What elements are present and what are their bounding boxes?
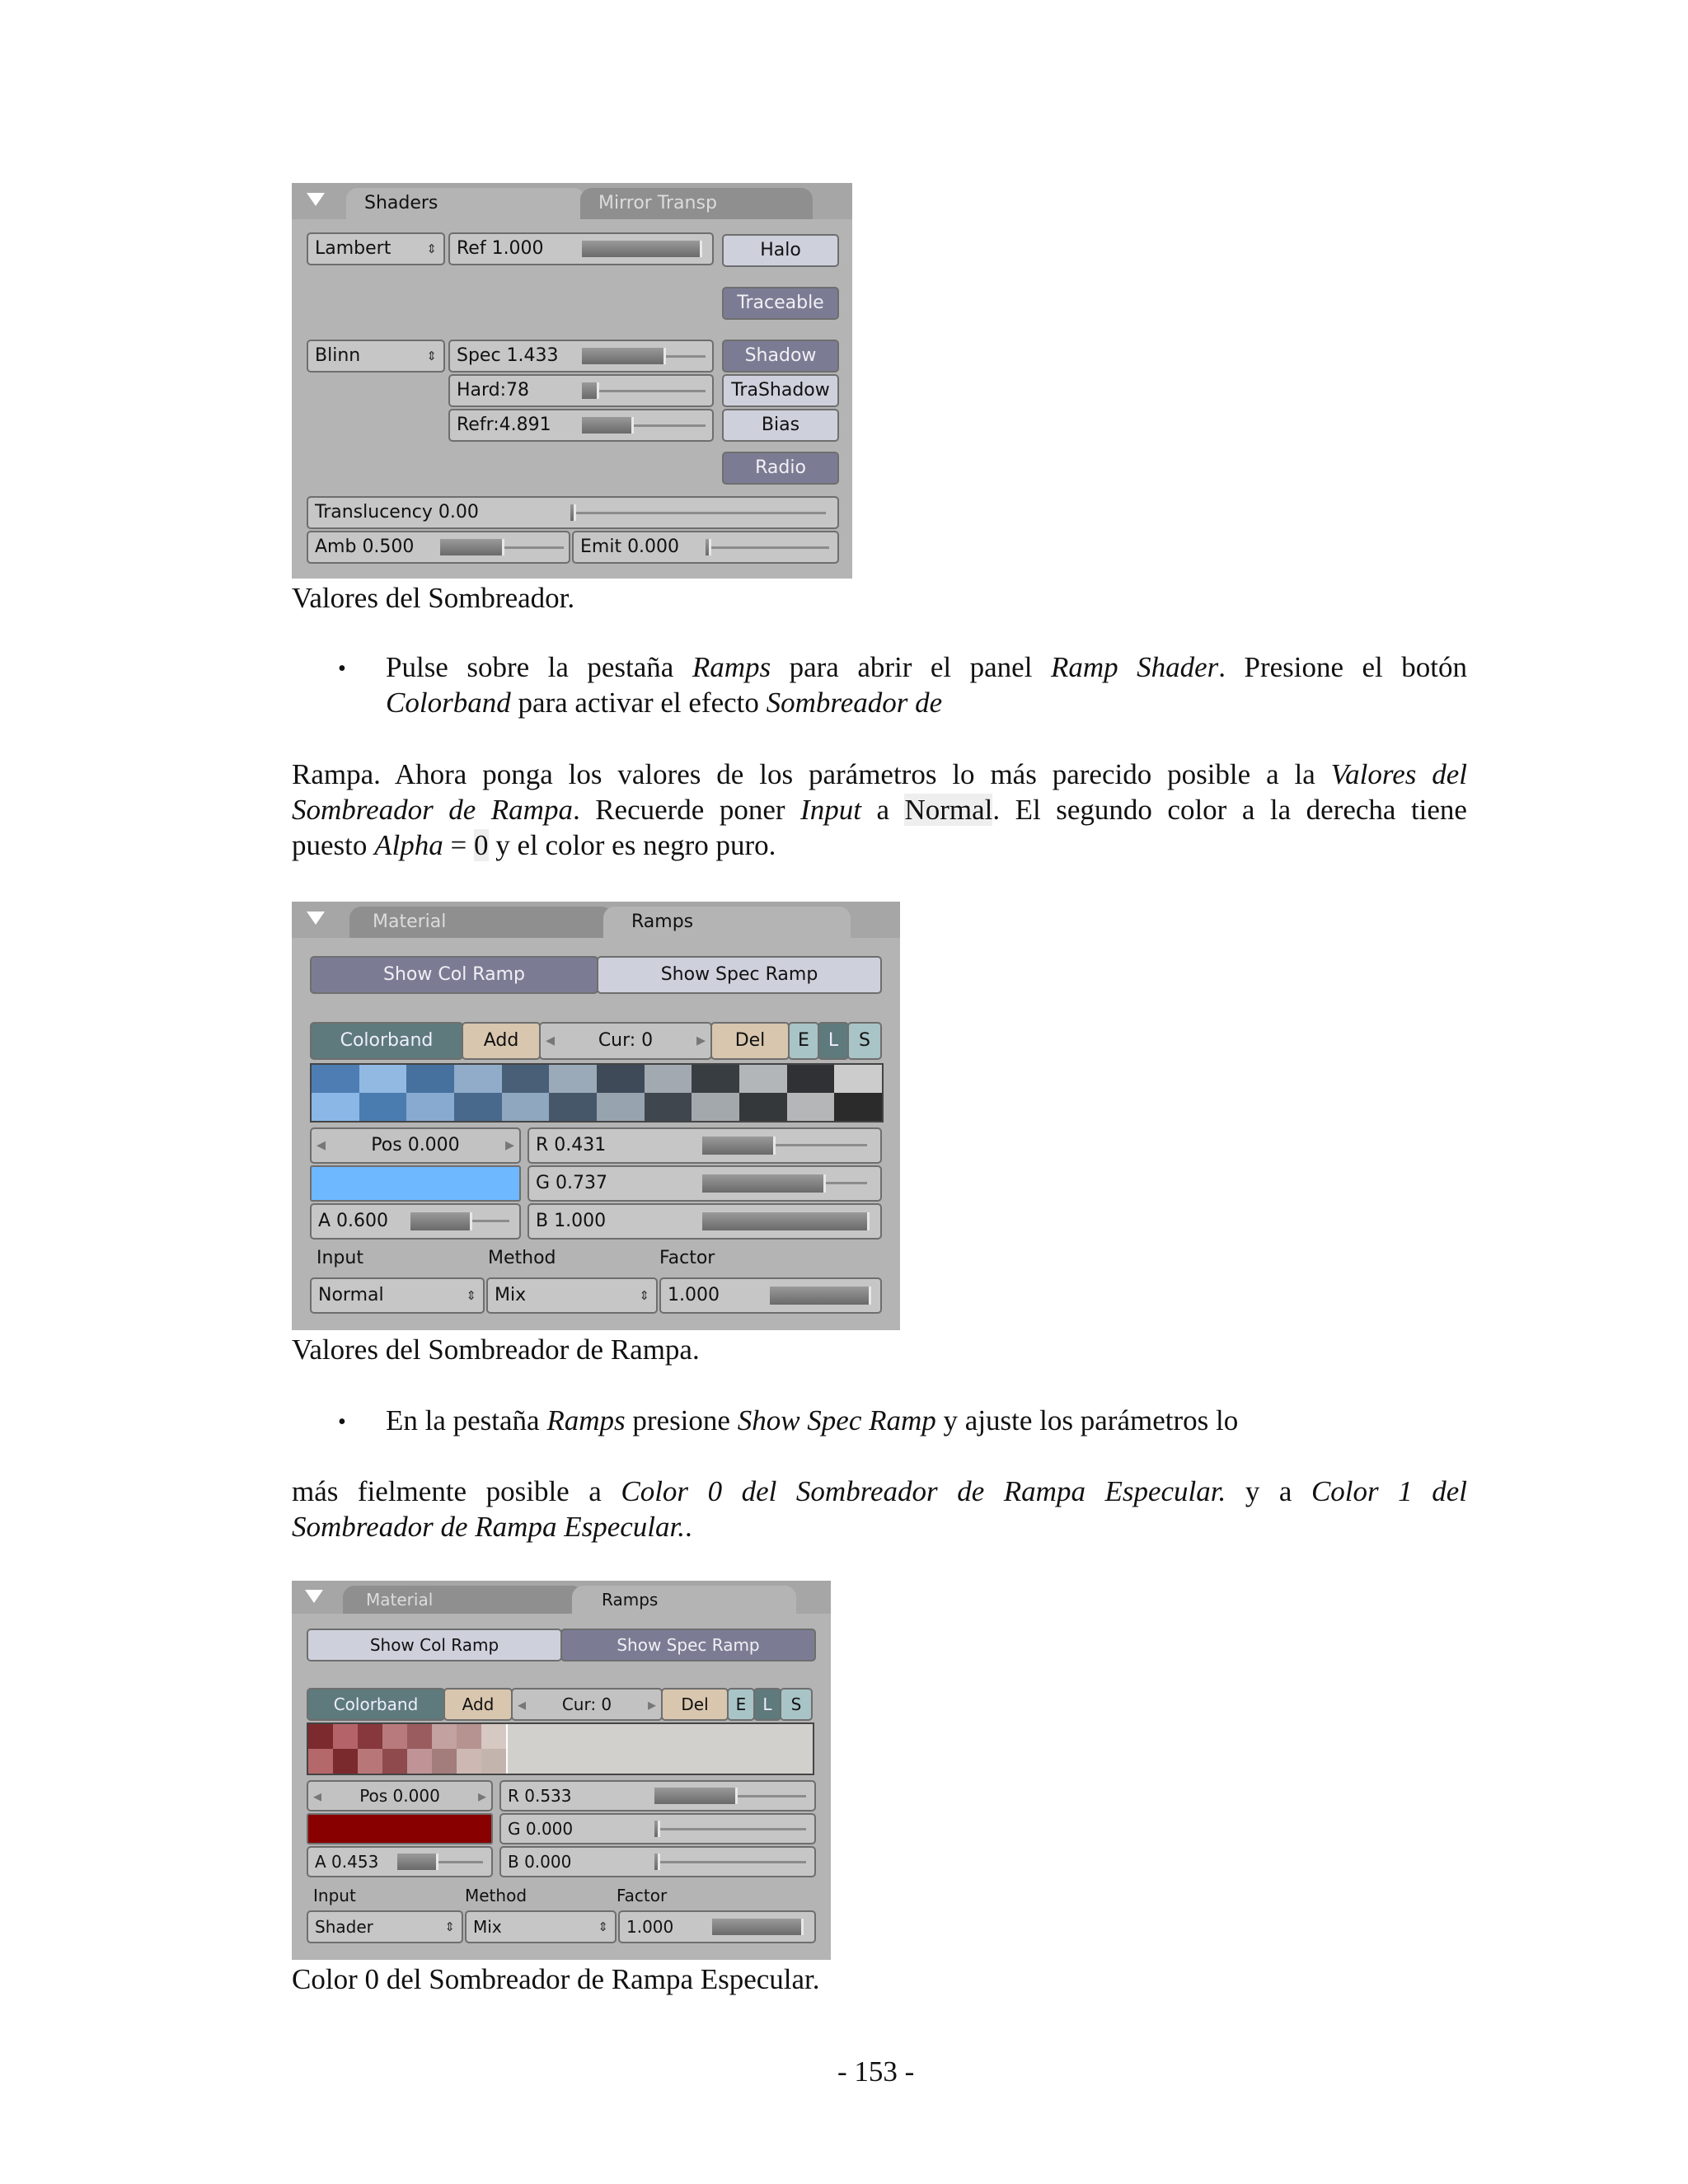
refr-slider[interactable] xyxy=(448,409,714,442)
tab-shaders[interactable]: Shaders xyxy=(346,188,585,219)
ref-label: Ref 1.000 xyxy=(457,238,544,259)
left-arrow-icon[interactable]: ◂ xyxy=(313,1786,322,1806)
alpha-slider-fill xyxy=(397,1854,438,1869)
method-menu[interactable] xyxy=(486,1277,658,1314)
spec-slider-fill xyxy=(582,348,666,364)
caption-shaders: Valores del Sombreador. xyxy=(292,582,575,614)
e-button[interactable]: E xyxy=(788,1022,819,1060)
bullet-1-line-1 xyxy=(386,649,1467,685)
tab-bar xyxy=(292,1581,831,1614)
add-button[interactable]: Add xyxy=(462,1022,541,1060)
text-italic: Sombreador de Rampa Especular. xyxy=(292,1511,685,1543)
text-run: y ajuste los parámetros lo xyxy=(935,1404,1239,1436)
text-italic: Ramps xyxy=(546,1404,626,1436)
g-slider[interactable] xyxy=(499,1813,816,1844)
paragraph-1-line-3 xyxy=(292,827,776,863)
hard-track xyxy=(582,390,706,392)
method-label: Method xyxy=(465,1886,528,1905)
refr-label: Refr:4.891 xyxy=(457,415,551,435)
spec-label: Spec 1.433 xyxy=(457,345,559,366)
del-button[interactable]: Del xyxy=(661,1688,729,1721)
highlighted-text: 0 xyxy=(474,829,489,861)
paragraph-2-line-2 xyxy=(292,1509,692,1544)
input-label: Input xyxy=(316,1248,363,1268)
l-button[interactable]: L xyxy=(818,1022,849,1060)
pos-value: Pos 0.000 xyxy=(371,1135,460,1155)
b-slider[interactable] xyxy=(528,1203,882,1240)
s-button[interactable]: S xyxy=(847,1022,882,1060)
alpha-label: A 0.600 xyxy=(318,1211,389,1231)
cur-stepper[interactable] xyxy=(511,1688,663,1721)
text-run: y el color es negro puro. xyxy=(488,829,776,861)
alpha-label: A 0.453 xyxy=(315,1852,379,1872)
colorband-button[interactable]: Colorband xyxy=(310,1022,463,1060)
updown-arrows-icon: ⇕ xyxy=(598,1919,608,1934)
bullet-dot: • xyxy=(338,1409,346,1435)
text-run: y a xyxy=(1226,1475,1311,1507)
updown-arrows-icon: ⇕ xyxy=(466,1288,476,1303)
updown-arrows-icon: ⇕ xyxy=(444,1919,455,1934)
bullet-1-line-2 xyxy=(386,685,942,720)
ramps-panel-col xyxy=(292,902,900,1330)
input-value: Normal xyxy=(318,1285,384,1305)
factor-slider-fill xyxy=(712,1919,804,1935)
collapse-triangle-icon[interactable] xyxy=(307,193,325,206)
paragraph-1-line-1 xyxy=(292,757,1467,792)
radio-button[interactable]: Radio xyxy=(722,452,839,485)
bias-button[interactable]: Bias xyxy=(722,409,839,442)
alpha-slider-fill xyxy=(410,1212,472,1230)
text-run: . El segundo color a la derecha tiene xyxy=(992,794,1467,826)
emit-track xyxy=(706,546,829,549)
s-button[interactable]: S xyxy=(780,1688,813,1721)
method-menu[interactable] xyxy=(465,1910,617,1943)
g-label: G 0.000 xyxy=(508,1819,574,1839)
translucency-slider[interactable] xyxy=(307,496,839,529)
add-button[interactable]: Add xyxy=(443,1688,513,1721)
ref-slider-fill xyxy=(582,241,702,257)
collapse-triangle-icon[interactable] xyxy=(307,912,325,925)
text-italic: Show Spec Ramp xyxy=(737,1404,936,1436)
traceable-button[interactable]: Traceable xyxy=(722,287,839,320)
r-label: R 0.431 xyxy=(536,1135,607,1155)
colorband-button[interactable]: Colorband xyxy=(307,1688,445,1721)
factor-label: Factor xyxy=(617,1886,668,1905)
colorband-preview[interactable] xyxy=(310,1063,884,1122)
g-slider[interactable] xyxy=(528,1165,882,1202)
shaders-panel xyxy=(292,183,852,579)
input-menu[interactable] xyxy=(310,1277,485,1314)
bullet-dot: • xyxy=(338,656,346,682)
emit-slider[interactable] xyxy=(572,531,839,564)
show-spec-ramp-button[interactable]: Show Spec Ramp xyxy=(597,956,882,994)
text-run: presione xyxy=(625,1404,738,1436)
tab-ramps[interactable]: Ramps xyxy=(603,907,851,938)
text-run: a xyxy=(860,794,905,826)
text-italic: Input xyxy=(800,794,861,826)
tab-bar xyxy=(292,183,852,219)
cur-stepper[interactable] xyxy=(539,1022,712,1060)
translucency-slider-fill xyxy=(570,504,576,521)
text-italic: Sombreador de xyxy=(766,687,943,719)
l-button[interactable]: L xyxy=(753,1688,781,1721)
b-label: B 1.000 xyxy=(536,1211,607,1231)
emit-slider-fill xyxy=(706,539,711,555)
ramps-panel-spec xyxy=(292,1581,831,1960)
show-spec-ramp-button[interactable]: Show Spec Ramp xyxy=(560,1629,816,1661)
factor-slider-fill xyxy=(770,1286,871,1305)
show-col-ramp-button[interactable]: Show Col Ramp xyxy=(310,956,598,994)
paragraph-2-line-1 xyxy=(292,1474,1467,1509)
refr-slider-fill xyxy=(582,417,634,434)
amb-label: Amb 0.500 xyxy=(315,537,415,557)
b-slider-fill xyxy=(654,1854,660,1869)
updown-arrows-icon: ⇕ xyxy=(639,1288,649,1303)
tab-material[interactable]: Material xyxy=(343,1586,584,1614)
r-slider[interactable] xyxy=(499,1780,816,1811)
right-arrow-icon[interactable]: ▸ xyxy=(696,1030,706,1051)
g-slider-fill xyxy=(702,1174,826,1193)
text-run: puesto xyxy=(292,829,375,861)
right-arrow-icon[interactable]: ▸ xyxy=(477,1786,486,1806)
updown-arrows-icon: ⇕ xyxy=(426,241,437,256)
pos-stepper[interactable] xyxy=(307,1780,493,1811)
halo-button[interactable]: Halo xyxy=(722,234,839,267)
left-arrow-icon[interactable]: ◂ xyxy=(518,1694,527,1714)
text-run: En la pestaña xyxy=(386,1404,547,1436)
r-slider[interactable] xyxy=(528,1127,882,1164)
text-italic: Colorband xyxy=(386,687,511,719)
input-value: Shader xyxy=(315,1917,373,1937)
b-label: B 0.000 xyxy=(508,1852,572,1872)
emit-label: Emit 0.000 xyxy=(580,537,680,557)
cur-value: Cur: 0 xyxy=(598,1030,654,1051)
page-number: - 153 - xyxy=(837,2055,915,2088)
text-italic: Ramp Shader xyxy=(1050,651,1219,683)
shadow-button[interactable]: Shadow xyxy=(722,340,839,373)
factor-slider[interactable] xyxy=(618,1910,816,1943)
spec-slider[interactable] xyxy=(448,340,714,373)
tab-mirror-transp[interactable]: Mirror Transp xyxy=(580,188,813,219)
show-col-ramp-button[interactable]: Show Col Ramp xyxy=(307,1629,562,1661)
input-label: Input xyxy=(313,1886,356,1905)
text-run: . xyxy=(684,1511,692,1543)
left-arrow-icon[interactable]: ◂ xyxy=(316,1135,326,1155)
right-arrow-icon[interactable]: ▸ xyxy=(647,1694,656,1714)
left-arrow-icon[interactable]: ◂ xyxy=(546,1030,556,1051)
text-run: Pulse sobre la pestaña xyxy=(386,651,692,683)
hard-slider-fill xyxy=(582,382,599,399)
text-run: para abrir el panel xyxy=(771,651,1051,683)
method-value: Mix xyxy=(473,1917,502,1937)
b-slider-fill xyxy=(702,1212,870,1230)
color-swatch[interactable] xyxy=(307,1813,493,1844)
text-italic: Alpha xyxy=(374,829,443,861)
specular-shader-value: Blinn xyxy=(315,345,361,366)
colorband-preview[interactable] xyxy=(307,1722,814,1775)
caption-spec-ramp: Color 0 del Sombreador de Rampa Especular. xyxy=(292,1963,820,1995)
diffuse-shader-value: Lambert xyxy=(315,238,392,259)
pos-value: Pos 0.000 xyxy=(359,1786,440,1806)
factor-value: 1.000 xyxy=(668,1285,720,1305)
factor-value: 1.000 xyxy=(626,1917,674,1937)
b-track xyxy=(654,1861,806,1863)
text-run: para activar el efecto xyxy=(510,687,767,719)
translucency-label: Translucency 0.00 xyxy=(315,502,479,523)
text-run: . Presione el botón xyxy=(1218,651,1467,683)
caption-ramp: Valores del Sombreador de Rampa. xyxy=(292,1333,700,1366)
del-button[interactable]: Del xyxy=(710,1022,790,1060)
amb-slider-fill xyxy=(440,539,504,555)
method-value: Mix xyxy=(495,1285,527,1305)
r-slider-fill xyxy=(702,1137,776,1155)
text-italic: Ramps xyxy=(692,651,771,683)
hard-label: Hard:78 xyxy=(457,380,530,401)
input-menu[interactable] xyxy=(307,1910,463,1943)
e-button[interactable]: E xyxy=(727,1688,755,1721)
r-slider-fill xyxy=(654,1788,738,1803)
r-label: R 0.533 xyxy=(508,1786,572,1806)
cur-value: Cur: 0 xyxy=(561,1694,612,1714)
ref-slider[interactable] xyxy=(448,232,714,265)
paragraph-1-line-2 xyxy=(292,792,1467,827)
color-swatch[interactable] xyxy=(310,1165,521,1202)
tab-bar xyxy=(292,902,900,938)
text-run: . Recuerde poner xyxy=(572,794,801,826)
highlighted-text: Normal xyxy=(904,794,993,826)
method-label: Method xyxy=(488,1248,556,1268)
text-run: Rampa. Ahora ponga los valores de los parámetros lo más parecido posible a la xyxy=(292,758,1331,790)
text-italic: Sombreador de Rampa xyxy=(292,794,573,826)
text-italic: Color 1 del xyxy=(1311,1475,1467,1507)
specular-shader-menu[interactable] xyxy=(307,340,445,373)
text-italic: Color 0 del Sombreador de Rampa Especular. xyxy=(621,1475,1226,1507)
collapse-triangle-icon[interactable] xyxy=(305,1590,323,1603)
factor-label: Factor xyxy=(659,1248,715,1268)
hard-slider[interactable] xyxy=(448,374,714,407)
b-slider[interactable] xyxy=(499,1846,816,1877)
alpha-slider[interactable] xyxy=(310,1203,521,1240)
right-arrow-icon[interactable]: ▸ xyxy=(504,1135,514,1155)
g-track xyxy=(654,1828,806,1830)
updown-arrows-icon: ⇕ xyxy=(426,349,437,363)
pos-stepper[interactable] xyxy=(310,1127,521,1164)
translucency-track xyxy=(570,512,826,514)
trashadow-button[interactable]: TraShadow xyxy=(722,374,839,407)
g-slider-fill xyxy=(654,1821,660,1836)
text-run: = xyxy=(443,829,474,861)
diffuse-shader-menu[interactable] xyxy=(307,232,445,265)
bullet-2-line-1 xyxy=(386,1403,1238,1438)
factor-slider[interactable] xyxy=(659,1277,882,1314)
alpha-slider[interactable] xyxy=(307,1846,493,1877)
text-run: más fielmente posible a xyxy=(292,1475,621,1507)
g-label: G 0.737 xyxy=(536,1173,608,1193)
text-italic: Valores del xyxy=(1330,758,1468,790)
tab-material[interactable]: Material xyxy=(349,907,613,938)
amb-slider[interactable] xyxy=(307,531,570,564)
tab-ramps[interactable]: Ramps xyxy=(572,1586,796,1614)
